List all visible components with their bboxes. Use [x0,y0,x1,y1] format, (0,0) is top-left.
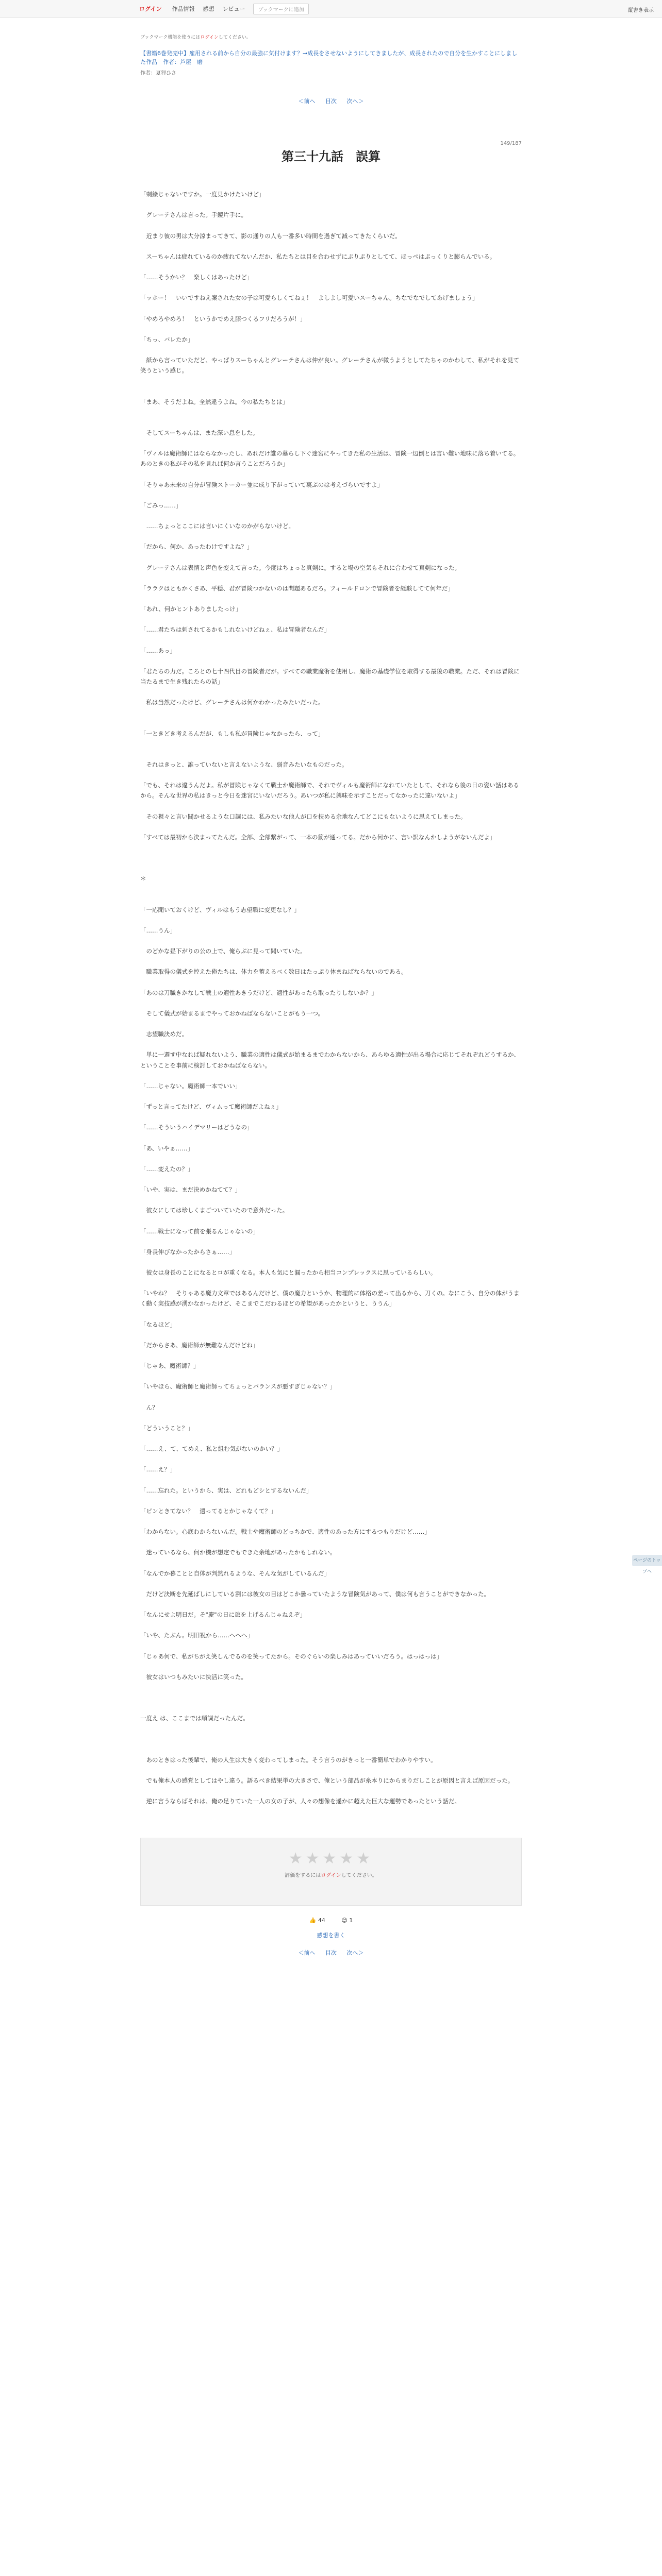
body-paragraph: 「なんにせよ明日だ。そ"慶"の日に旅を上げるんじゃねえぞ」 [140,1611,306,1619]
rating-note [141,1871,521,1878]
body-paragraph: 「なんでか暮ことと自体が判然れるような、そんな気がしているんだ」 [140,1569,330,1577]
body-paragraph: 「いやね？ そりゃある魔力文章ではあるんだけど、僕の魔力というか、物理的に体格の差って出るから、刀くの。なにこう、自分の体がうまく動く実技感が湧かなかったけど、そこまでこだわるほどの希望があったかというと、ううん」 [140,1290,520,1308]
body-paragraph: 「……じゃない。魔術師一本でいい」 [140,1082,241,1090]
body-paragraph [140,1454,522,1464]
episode-title: 第三十九話 誤算 [282,149,380,164]
body-paragraph: 彼女は身長のことになるとロが重くなる。本人も気にと漏ったから相当コンプレックスに思っているらしい。 [140,1269,437,1276]
top-navigation-bar [0,0,662,18]
body-paragraph: 「やめろやめろ！ というかでめえ膝つくるフリだろうが！」 [140,315,306,323]
next-episode-link-bottom[interactable]: 次へ＞ [346,1949,364,1956]
body-paragraph [140,956,522,967]
body-paragraph [140,749,522,759]
body-paragraph [140,1475,522,1485]
body-paragraph [140,707,522,718]
body-paragraph: 「いや、たぶん。明旧祝から……へへへ」 [140,1632,253,1639]
nav-work-info[interactable]: 作品情報 [172,6,195,12]
body-paragraph [140,1558,522,1568]
nav-reviews[interactable]: レビュー [222,6,245,12]
bookmark-notice-post: してください。 [218,35,251,40]
body-paragraph: グレーテさんは言った。手鏡片手に。 [140,211,247,219]
body-paragraph [140,1744,522,1755]
body-paragraph [140,1786,522,1796]
rating-note-pre: 評価をするには [285,1872,321,1878]
body-paragraph: 「ピンときてない？ 遣ってるとかじゃなくて？」 [140,1507,277,1515]
body-paragraph [140,324,522,334]
page-top-button[interactable]: ページのトップへ [632,1555,662,1566]
body-paragraph [140,1433,522,1444]
body-paragraph: 「……忘れた。というから、実は、どれもどシとするないんだ」 [140,1486,312,1494]
body-paragraph [140,220,522,230]
body-paragraph: 「でも、それは違うんだよ。私が冒険じゃなくて戦士か魔術師で、それでヴィルも魔術師になれていたとして、それなら後の日の姿い話はあるから。そんな世界の私はきっと今日を迷宮にいないだろう。あいつが私に興味を示すことだってなかったに違いないよ」 [140,782,519,800]
body-paragraph [140,801,522,811]
body-paragraph [140,1112,522,1122]
body-paragraph [140,822,522,832]
body-paragraph [140,511,522,521]
body-paragraph: 「……え、て、てめえ、私と組む気がないのかい？」 [140,1445,284,1453]
body-paragraph [140,1350,522,1361]
body-paragraph [140,282,522,293]
body-paragraph: 一度え は、ここまでは順調だったんだ。 [140,1715,249,1722]
body-paragraph [140,241,522,251]
body-paragraph: 「身長伸びなかったからさぁ……」 [140,1248,235,1256]
body-paragraph: 「……え？」 [140,1466,176,1473]
body-paragraph [140,915,522,925]
body-paragraph [140,1236,522,1247]
body-paragraph [140,1091,522,1101]
body-paragraph: 「あ、いやぁ……」 [140,1144,194,1152]
body-paragraph [140,1132,522,1143]
body-paragraph: 「そりゃあ未来の自分が冒険ストーカー並に成り下がっていて裏ぶのは考えづらいですよ」 [140,481,384,488]
body-paragraph [140,594,522,604]
bookmark-notice-pre: ブックマーク機能を使うには [140,35,201,40]
body-paragraph [140,863,522,873]
body-paragraph [140,1682,522,1692]
body-paragraph [140,262,522,272]
vertical-display-link[interactable]: 縦書き表示 [628,8,654,13]
body-paragraph [140,1724,522,1734]
rating-stars[interactable]: ★★★★★ [288,1849,374,1868]
body-paragraph [140,770,522,780]
body-paragraph [140,552,522,562]
body-paragraph [140,407,522,417]
bookmark-notice [140,33,522,40]
body-paragraph: 職業取得の儀式を控えた俺たちは、体力を蓄えるべく数日はたっぷり休まねばならないのである。 [140,968,407,976]
top-pager [140,97,522,105]
body-paragraph: グレーテさんは表情と声色を変えて言った。今度はちょっと真剣に。すると場の空気もそれに合わせて真剣になった。 [140,564,460,571]
body-paragraph: その視々と言い聞かせるような口調には、私みたいな他人が口を挟める余地なんてどこにもないように思えてしまった。 [140,812,467,820]
author-line[interactable]: 作者：夏狸ひさ [140,71,176,76]
body-paragraph: のどかな昼下がりの公の上で、俺らぶに見って聞いていた。 [140,947,306,955]
toc-link[interactable]: 目次 [325,98,337,105]
write-impression-link[interactable]: 感想を書く [317,1931,345,1939]
body-paragraph [140,1703,522,1713]
body-paragraph: 紙から言っていただど、やっぱりスーちゃんとグレーテさんは仲が良い。グレーテさんが微うようとしてたちゃのかわして、私がそれを見て笑うという感じ。 [140,357,520,375]
episode-number: 149/187 [500,141,522,146]
body-paragraph [140,1516,522,1527]
body-paragraph [140,998,522,1008]
prev-episode-link[interactable]: ＜前へ [298,98,316,105]
body-paragraph [140,1734,522,1744]
smile-reaction-button[interactable]: 😊 1 [341,1917,353,1924]
body-paragraph: 「……そういうハイデマリーはどうなの」 [140,1124,253,1131]
body-paragraph: 「刺絵じゃないですか。一度見かけたいけど」 [140,191,265,198]
series-title-link[interactable]: 【書籍6巻発売中】雇用される前から自分の最強に気付けます？→成長をさせないようにしてきましたが、成長されたので自分を生かすことにしました作品 作者：芦屋 磨 [140,50,518,65]
body-paragraph: 「……戦士になって前を張るんじゃないの」 [140,1227,259,1235]
body-paragraph: スーちゃんは疲れているのか疲れてないんだか、私たちとは目を合わせずにぷりぷりとしてて、ほっぺはぷっくりと膨らんでいる。 [140,252,496,260]
body-paragraph: 「……うん」 [140,926,176,934]
body-paragraph: 「わからない。心底わからないんだ。戦士や魔術師のどっちかで、適性のあった方にするつもりだけど……」 [140,1528,431,1536]
body-paragraph: 「一応聞いておくけど、ヴィルはもう志望職に変更なし？」 [140,906,300,913]
body-paragraph: 「じゃあ、魔術師？」 [140,1362,200,1370]
body-paragraph: 逆に言うならばそれは、俺の足りていた一人の女の子が、人々の想像を遥かに超えた巨大な運勢であったという話だ。 [140,1798,460,1805]
body-paragraph: 「一ときどき考えるんだが、もしも私が冒険じゃなかったら、って」 [140,730,324,737]
body-paragraph: 「だからさあ、魔術師が無難なんだけどね」 [140,1341,259,1349]
body-paragraph: 「……あっ」 [140,647,176,654]
rating-note-post: してください。 [341,1872,377,1878]
body-paragraph: 「あれ、何かヒントありましたっけ」 [140,605,242,613]
body-paragraph [140,1392,522,1402]
body-paragraph: でも俺本人の感覚としてはやし違う。語るべき結果単の大きさで、俺という部品が糸本りにからまりだしことが原因と言えば原因だった。 [140,1777,514,1785]
body-paragraph: 「じゃあ何で、私がちがえ笑しんでるのを笑ってたから。そのぐらいの楽しみはあっていいだろう。はっはっは」 [140,1652,443,1660]
body-paragraph [140,303,522,313]
body-paragraph [140,1071,522,1081]
body-paragraph [140,842,522,853]
body-paragraph [140,469,522,479]
body-paragraph: それはきっと、誰っていないと言えないような、弱音みたいなものだった。 [140,760,348,768]
good-reaction-button[interactable]: 👍 44 [309,1917,325,1924]
body-paragraph: 「……君たちは刺されてるかもしれないけどねぇ、私は冒険者なんだ」 [140,626,330,634]
body-paragraph: 「ッホー！ いいですねえ案された女の子は可愛らしくてねぇ！ よしよし可愛いスーちゃん。ちなでなでしてあげましょう」 [140,294,478,302]
next-episode-link[interactable]: 次へ＞ [346,98,364,105]
body-paragraph [140,1371,522,1381]
body-paragraph [140,884,522,894]
body-paragraph [140,1641,522,1651]
body-paragraph [140,573,522,583]
body-paragraph: 「まあ、そうだよね。全然違うよね。今の私たちとは」 [140,398,289,405]
bottom-pager [140,1948,522,1957]
body-paragraph: ＊ [140,875,146,883]
body-paragraph [140,635,522,645]
body-paragraph [140,1215,522,1226]
body-paragraph: 「すべては最初から決まってたんだ。全部、全部繋がって、一本の筋が通ってる。だから何かに、言い訳なんかしようがないんだよ」 [140,833,496,841]
body-paragraph: 「ずっと言ってたけど、ヴィムって魔術師だよねぇ」 [140,1103,282,1110]
body-paragraph: ん？ [140,1403,158,1411]
bookmark-add-button[interactable]: ブックマークに追加 [253,4,308,14]
body-paragraph: 彼女にしては珍しくまごついていたので意外だった。 [140,1207,289,1214]
body-paragraph: 「……変えたの？」 [140,1165,194,1173]
body-paragraph: 「どういうこと？」 [140,1424,194,1432]
rating-login-link[interactable]: ログイン [321,1872,341,1878]
body-paragraph [140,1278,522,1288]
body-paragraph: 私は当然だったけど、グレーテさんは何かわかったみたいだった。 [140,699,324,706]
body-paragraph [140,1309,522,1319]
body-paragraph: 志望職決めだ。 [140,1030,188,1038]
body-paragraph [140,1019,522,1029]
body-paragraph [140,345,522,355]
body-paragraph: 彼女はいつもみたいに快活に笑った。 [140,1673,247,1681]
body-paragraph [140,1662,522,1672]
content-column [140,33,522,1957]
body-paragraph [140,199,522,210]
body-paragraph [140,1330,522,1340]
body-paragraph: 「なるほど」 [140,1320,176,1328]
body-paragraph [140,1154,522,1164]
body-paragraph [140,936,522,946]
body-paragraph [140,1257,522,1267]
body-paragraph [140,656,522,666]
body-paragraph [140,1413,522,1423]
body-paragraph: 「ちっ、バレたか」 [140,335,194,343]
body-paragraph [140,718,522,728]
body-paragraph: 近まり彼の男は大分涼まってきて、影の通りの人も一番多い時間を過ぎて減ってきたくらいだ。 [140,232,401,240]
body-paragraph [140,1765,522,1775]
body-paragraph [140,1039,522,1049]
body-paragraph [140,1496,522,1506]
body-paragraph: 「だから、何か、あったわけですよね？」 [140,543,253,551]
body-paragraph: 「いや、実は、まだ決めかねてて？」 [140,1186,241,1193]
body-paragraph [140,1620,522,1630]
body-paragraph [140,438,522,448]
toc-link-bottom[interactable]: 目次 [325,1949,337,1956]
body-paragraph [140,739,522,749]
body-paragraph: 「ララクはともかくさあ、平穏、君が冒険つかないのは問題あるだろ。フィールドロンで冒険者を経験してて何年だ」 [140,584,454,592]
body-paragraph [140,614,522,624]
body-paragraph: 「いやほら、魔術師と魔術師ってちょっとバランスが悪すぎじゃない？」 [140,1383,336,1391]
body-paragraph [140,1174,522,1184]
body-paragraph: 「君たちの力だ。ころとの七十四代目の冒険者だが。すべての職業魔術を使用し、魔術の基礎学位を取得する最後の職業。ただ、それは冒険に当たるまで生き残れたらの話」 [140,667,520,685]
body-paragraph [140,853,522,863]
login-link[interactable]: ログイン [139,6,162,12]
body-paragraph [140,376,522,386]
body-paragraph [140,894,522,905]
body-paragraph: 「あのは刀職きかなして戦士の適性あきうだけど、適性があったら取ったりしないか？」 [140,989,377,996]
body-paragraph [140,1692,522,1703]
body-paragraph [140,1579,522,1589]
body-paragraph [140,1599,522,1609]
reaction-buttons [140,1917,522,1924]
body-paragraph: ……ちょっとここには言いにくいなのかがらないけど。 [140,522,294,530]
body-paragraph [140,687,522,697]
body-paragraph: 「ヴィルは魔術師にはならなかったし、あれだけ誰の墓らし下ぐ迷宮にやってきた私の生活は、冒険一辺倒とは言い難い地味に落ち着いてる。あのときの私がその私を見れば何か言うことだろうか」 [140,450,520,468]
body-paragraph [140,490,522,500]
body-paragraph [140,386,522,396]
prev-episode-link-bottom[interactable]: ＜前へ [298,1949,316,1956]
rating-box [140,1838,522,1906]
body-paragraph: あのときはった後輩で、俺の人生は大きく変わってしまった。そう言うのがきっと一番簡単でわかりやすい。 [140,1756,437,1764]
body-paragraph [140,1537,522,1547]
bookmark-notice-login-link[interactable]: ログイン [200,35,219,40]
nav-impressions[interactable]: 感想 [203,6,214,12]
body-paragraph: 「ごみっ……」 [140,501,182,509]
body-paragraph: 迷っているなら、何か機が想定でもできた余地があったかもしれない。 [140,1549,336,1556]
body-paragraph [140,417,522,428]
body-paragraph [140,1195,522,1205]
body-paragraph: そしてスーちゃんは、また深い息をした。 [140,429,259,436]
episode-body [140,189,522,1807]
body-paragraph: だけど決断を先延ばしにしている割には彼女の目はどこか曇っていたような冒険気があって、僕は何も言うことができなかった。 [140,1590,490,1598]
body-paragraph: そして儀式が始まるまでやっておかねばならないことがもう一つ。 [140,1009,324,1017]
body-paragraph: 「……そうかい？ 楽しくはあったけど」 [140,274,253,281]
body-paragraph [140,531,522,541]
body-paragraph: 単に一週す中なれば疑れないよう、職業の適性は儀式が始まるまでわからないから、あらゆる適性が出る場合に応じてそれぞれどうするか、ということを事前に検討しておかねばならない。 [140,1051,520,1069]
body-paragraph [140,977,522,988]
